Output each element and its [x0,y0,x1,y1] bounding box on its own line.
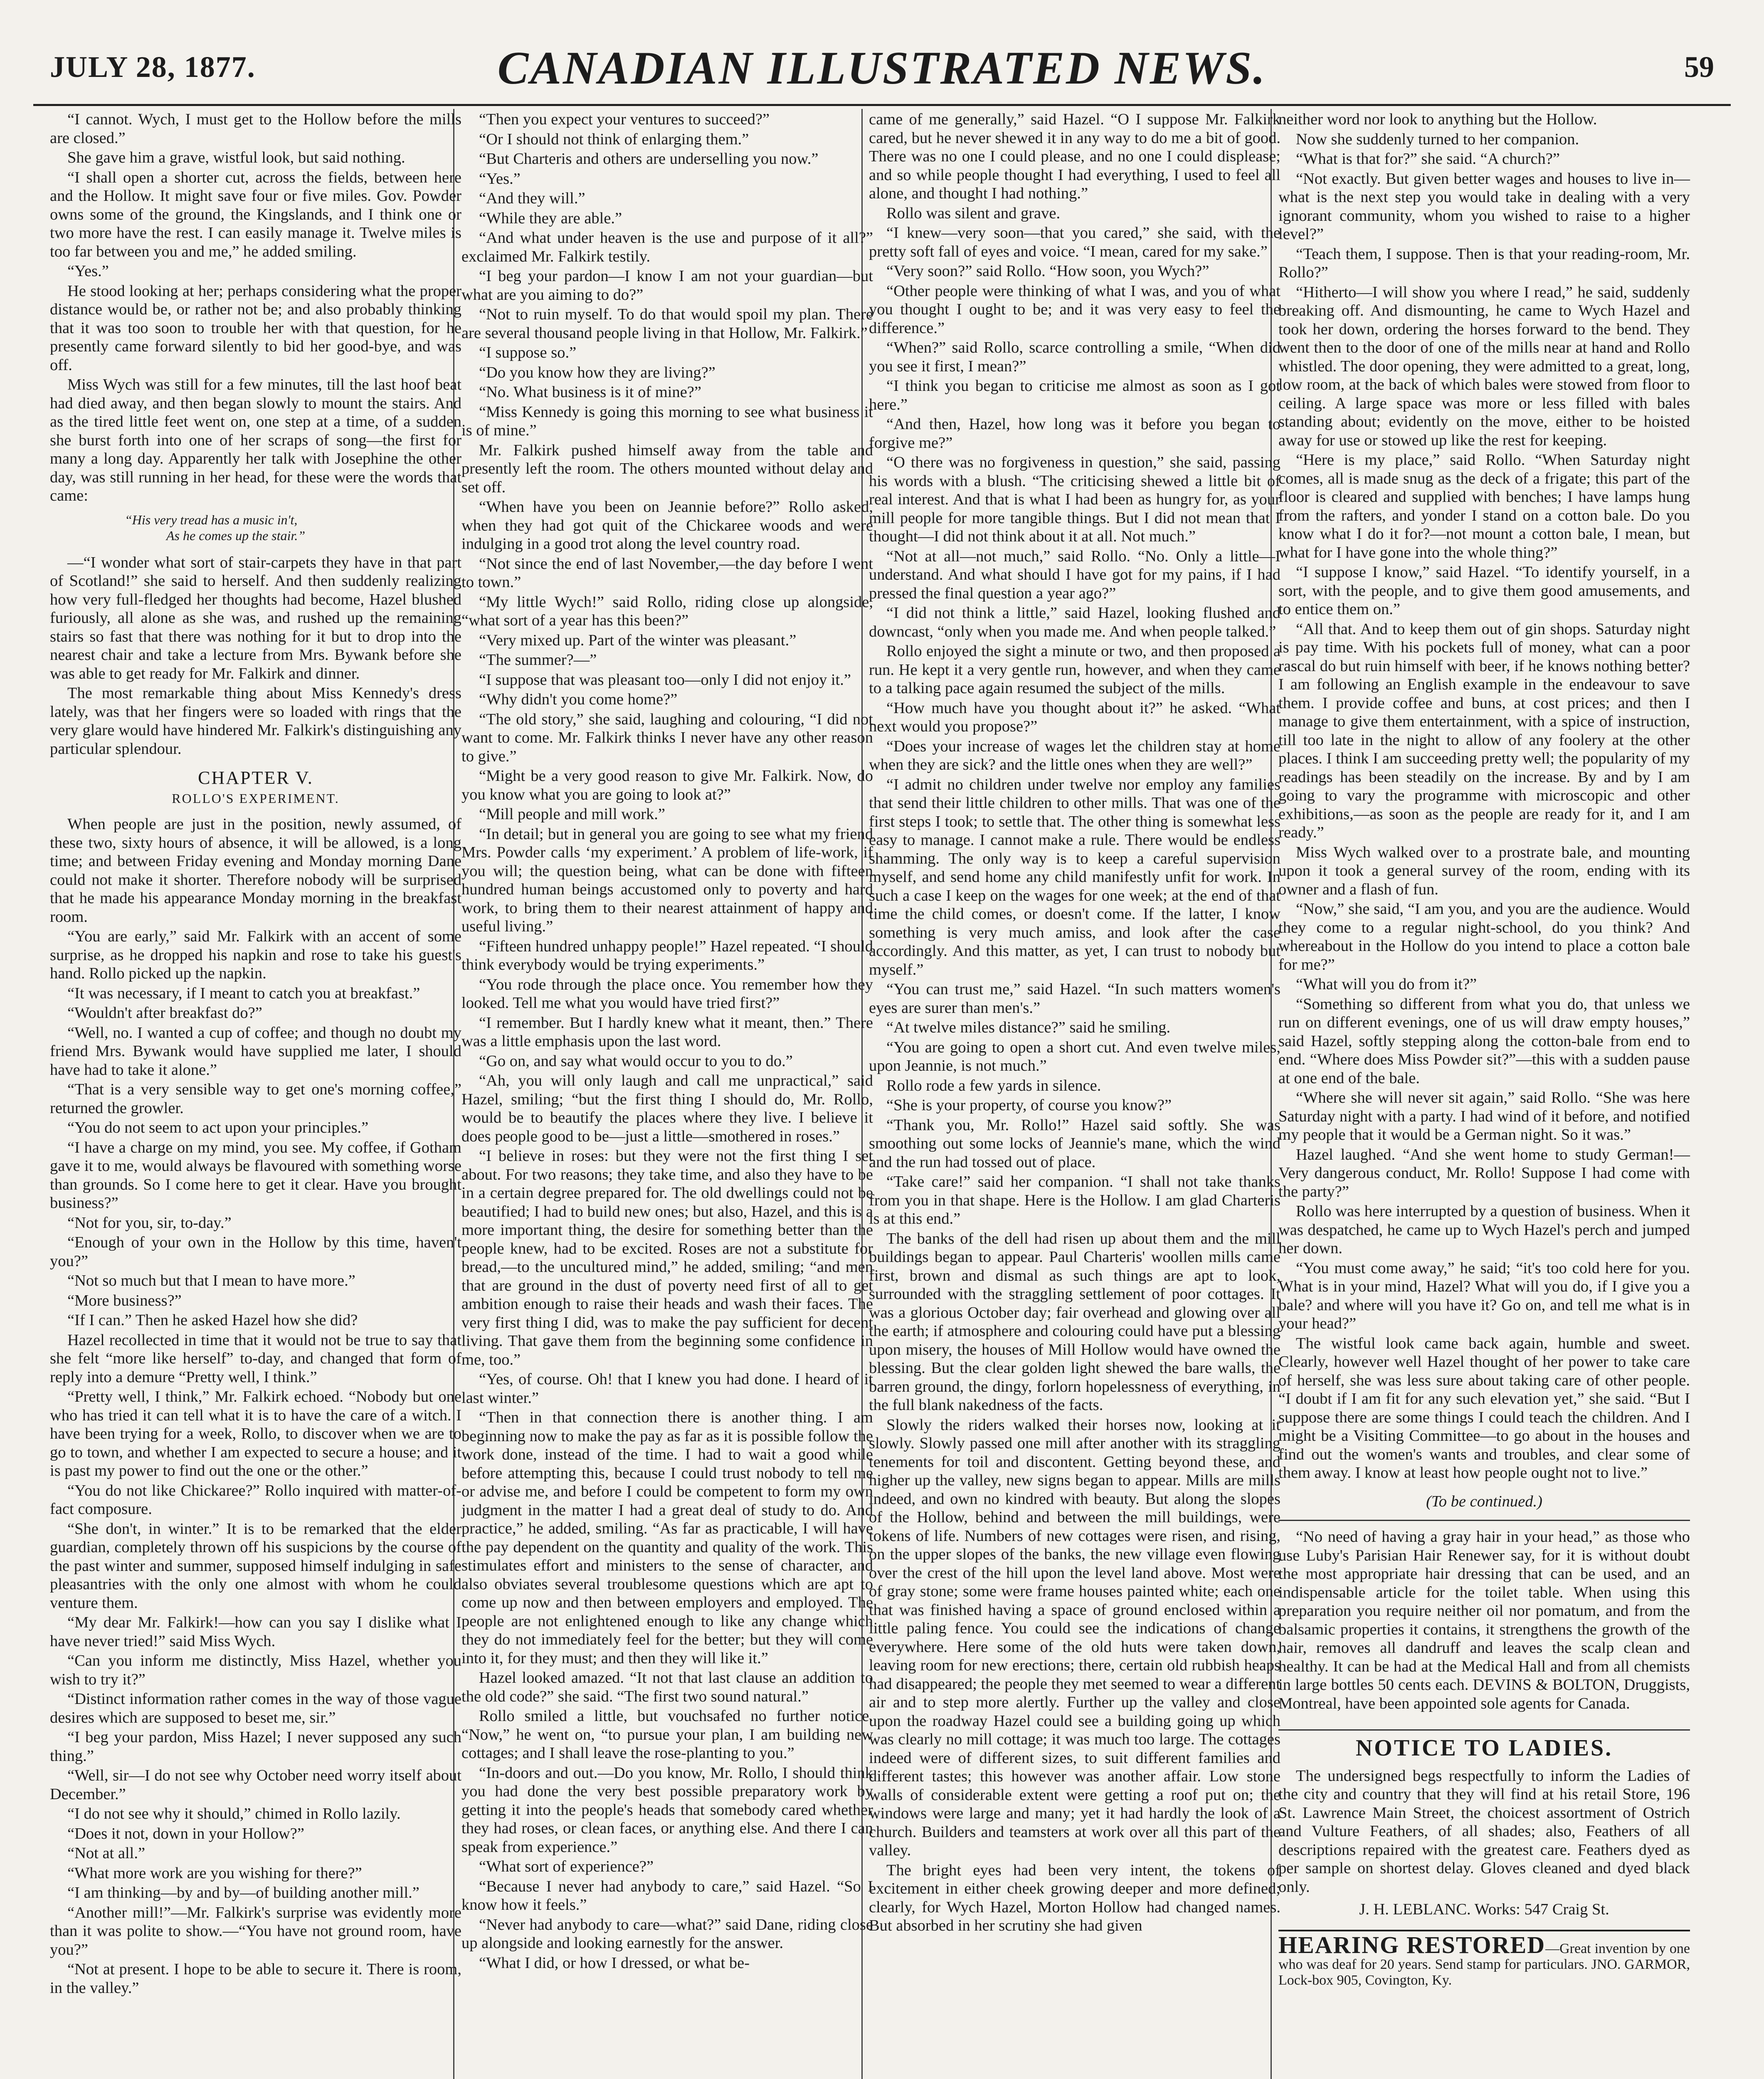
paragraph: “Not to ruin myself. To do that would spoil my plan. There are several thousand people living in that Hollow, Mr. Falkirk.” [461,306,873,342]
paragraph: “I beg your pardon—I know I am not your guardian—but what are you aiming to do?” [461,267,873,304]
paragraph: “It was necessary, if I meant to catch you at breakfast.” [67,984,420,1002]
paragraph: “I believe in roses: but they were not the first thing I set about. For two reasons; they take time, and also they have to be in a certain degree prepared for. The old dwellings could not be beautified; I had to build new ones; but also, Hazel, and this is a more important thing, the desire for something better than the people knew, had to be excited. Roses are not a substitute for bread,—to the uncultured mind,” he added, smiling; “and men that are ground in the dust of poverty need first of all to get ambition enough to raise their heads and wash their faces. The very first thing I did, was to make the pay sufficient for decent living. That gave them from the beginning some confidence in me, too.” [461,1147,873,1368]
paragraph: The most remarkable thing about Miss Kennedy's dress lately, was that her fingers were so loaded with rings that the very glare would have hindered Mr. Falkirk's distinguishing any particular splendour. [50,684,461,758]
paragraph: “But Charteris and others are underselling you now.” [479,150,819,168]
issue-date: JULY 28, 1877. [50,50,256,84]
paragraph: “I knew—very soon—that you cared,” she said, with the pretty soft fall of eyes and voice. “I mean, cared for my sake.” [869,224,1280,260]
paragraph: “Teach them, I suppose. Then is that your reading-room, Mr. Rollo?” [1278,245,1690,281]
paragraph: Slowly the riders walked their horses now, looking at it slowly. Slowly passed one mill after another with its straggling tenements for toil and discontent. Getting beyond these, and higher up the valley, new signs began to appear. Mills are mills indeed, and own no kindred with beauty. But along the slopes of the Hollow, behind and between the mill buildings, were tokens of life. Numbers of new cottages were risen, and rising, on the upper slopes of the banks, the new village even flowing over the crest of the hill upon the level land above. Most were of gray stone; some were frame houses painted white; each one that was finished having a space of ground enclosed within a little paling fence. You could see the indications of change everywhere. Here some of the old huts were taken down, leaving room for new erections; there, certain old rubbish heaps had disappeared; the people they met seemed to wear a different air and to step more alertly. Further up the valley and close upon the roadway Hazel could see a building going up which was clearly no mill cottage; it was much too large. The cottages indeed were of different sizes, to suit different families and different tastes; this however was another affair. Low stone walls of considerable extent were getting a roof put on; the windows were large and many; yet it had hardly the look of a church. Builders and teamsters at work over all this part of the valley. [869,1416,1280,1859]
paragraph: Rollo was silent and grave. [886,204,1061,222]
paragraph: “The old story,” she said, laughing and colouring, “I did not want to come. Mr. Falkirk thinks I never have any other reason to give.” [461,710,873,765]
paragraph: “Or I should not think of enlarging them.” [479,130,749,148]
hair-renewer-ad [1278,1520,1690,1713]
paragraph: “Why didn't you come home?” [479,691,678,708]
paragraph: “Does your increase of wages let the children stay at home when they are sick? and the little ones when they are well?” [869,737,1280,773]
paragraph: “You can trust me,” said Hazel. “In such matters women's eyes are surer than men's.” [869,980,1280,1017]
verse-line: As he comes up the stair.” [166,528,306,543]
paragraph: “I remember. But I hardly knew what it meant, then.” There was a little emphasis upon the last word. [461,1014,873,1050]
paragraph: “No. What business is it of mine?” [479,383,701,401]
paragraph: “Take care!” said her companion. “I shall not take thanks from you in that shape. Here is the Hollow. I am glad Charteris is at this end.” [869,1173,1280,1227]
paragraph: “She is your property, of course you know?” [886,1096,1172,1114]
paragraph: —“I wonder what sort of stair-carpets they have in that part of Scotland!” she said to herself. And then suddenly realizing how very full-fledged her thoughts had become, Hazel blushed furiously, all alone as she was, and rushed up the remaining stairs so fast that there was nothing for it but to drop into the nearest chair and take a lecture from Mrs. Bywank before she was able to get ready for Mr. Falkirk and dinner. [50,553,461,682]
paragraph: “Another mill!”—Mr. Falkirk's surprise was evidently more than it was polite to show.—“You have not ground room, have you?” [50,1904,461,1958]
verse-quote [50,512,461,543]
paragraph: “What more work are you wishing for there?” [67,1864,362,1882]
paragraph: “Can you inform me distinctly, Miss Hazel, whether you wish to try it?” [50,1652,461,1688]
paragraph: “Not at all.” [67,1844,146,1862]
paragraph: “And they will.” [479,190,585,207]
paragraph: “What will you do from it?” [1296,975,1477,993]
paragraph: “Fifteen hundred unhappy people!” Hazel repeated. “I should think everybody would be trying experiments.” [461,937,873,973]
paragraph: “You are going to open a short cut. And even twelve miles, upon Jeannie, is not much.” [869,1038,1280,1074]
paragraph: “Then you expect your ventures to succeed?” [479,111,770,128]
paragraph: “Wouldn't after breakfast do?” [67,1004,262,1022]
paragraph: “I cannot. Wych, I must get to the Hollow before the mills are closed.” [50,111,461,147]
paragraph: Rollo smiled a little, but vouchsafed no further notice. “Now,” he went on, “to pursue your plan, I am building new cottages; and I shall leave the rose-planting to you.” [461,1707,873,1762]
paragraph: “You do not like Chickaree?” Rollo inquired with matter-of-fact composure. [50,1481,461,1518]
paragraph: “You are early,” said Mr. Falkirk with an accent of some surprise, as he dropped his napkin and rose to take his guest's hand. Rollo picked up the napkin. [50,928,461,982]
paragraph: “When?” said Rollo, scarce controlling a smile, “When did you see it first, I mean?” [869,339,1280,375]
page-number: 59 [1684,50,1714,84]
paragraph: Rollo was here interrupted by a question of business. When it was despatched, he came up to Wych Hazel's perch and jumped her down. [1278,1202,1690,1257]
advertisement-text: “No need of having a gray hair in your head,” as those who use Luby's Parisian Hair Renewer say, for it is without doubt the most appropriate hair dressing that can be used, and an indispensable article for the toilet table. When using this preparation you require neither oil nor pomatum, and from the balsamic properties it contains, it strengthens the growth of the hair, removes all dandruff and leaves the scalp clean and healthy. It can be had at the Medical Hall and from all chemists in large bottles 50 cents each. DEVINS & BOLTON, Druggists, Montreal, have been appointed sole agents for Canada. [1278,1528,1690,1712]
paragraph: “Hitherto—I will show you where I read,” he said, suddenly breaking off. And dismounting, he came to Wych Hazel and took her down, ordering the horses forward to the bend. They went then to the door of one of the mills near at hand and Rollo whistled. The door opening, they were admitted to a great, long, low room, at the back of which bales were stowed from floor to ceiling. A large space was more or less filled with bales standing about; evidently on the move, either to be hoisted away for use or stowed up like the rest for keeping. [1278,283,1690,449]
paragraph: The bright eyes had been very intent, the tokens of excitement in either cheek growing deeper and more defined; clearly, for Wych Hazel, Morton Hollow had changed names. But absorbed in her scrutiny she had given [869,1861,1280,1934]
chapter-subheading: ROLLO'S EXPERIMENT. [172,790,340,806]
notice-to-ladies-body: The undersigned begs respectfully to inform the Ladies of the city and country that they will find at his retail Store, 196 St. Lawrence Main Street, the choicest assortment of Ostrich and Vulture Feathers, of all shades; also, Feathers of all descriptions repaired with the greatest care. Feathers dyed as per sample on shortest delay. Gloves cleaned and dyed black only. [1278,1767,1690,1896]
paragraph: Hazel recollected in time that it would not be true to say that she felt “more like herself” to-day, and changed that form of reply into a demure “Pretty well, I think.” [50,1331,461,1386]
paragraph: neither word nor look to anything but the Hollow. [1278,111,1597,128]
paragraph: “Well, sir—I do not see why October need worry itself about December.” [50,1767,461,1803]
column-1 [50,110,461,1998]
paragraph: “Because I never had anybody to care,” said Hazel. “So I know how it feels.” [461,1877,873,1914]
paragraph: “Very soon?” said Rollo. “How soon, you Wych?” [886,262,1209,280]
paragraph: “I did not think a little,” said Hazel, looking flushed and downcast, “only when you made me. And when people talked.” [869,604,1280,640]
paragraph: “What I did, or how I dressed, or what be- [479,1954,750,1972]
paragraph: Hazel looked amazed. “It not that last clause an addition to the old code?” she said. “The first two sound natural.” [461,1669,873,1705]
paragraph: “Distinct information rather comes in the way of those vague desires which are supposed to beset me, sir.” [50,1690,461,1726]
paragraph: “Now,” she said, “I am you, and you are the audience. Would they come to a regular night-school, do you think? And whereabout in the Hollow do you intend to place a cotton bale for me?” [1278,900,1690,973]
paragraph: “I think you began to criticise me almost as soon as I got here.” [869,377,1280,413]
hearing-restored-heading: HEARING RESTORED [1278,1931,1546,1958]
paragraph: “Other people were thinking of what I was, and you of what you thought I ought to be; and it was very easy to feel the difference.” [869,282,1280,337]
paragraph: “Not at all—not much,” said Rollo. “No. Only a little—I understand. And what should I have got for my pains, if I had pressed the final question a year ago?” [869,547,1280,602]
paragraph: “My dear Mr. Falkirk!—how can you say I dislike what I have never tried!” said Miss Wych. [50,1614,461,1650]
paragraph: “When have you been on Jeannie before?” Rollo asked, when they had got quit of the Chickaree woods and were indulging in a good trot along the level country road. [461,498,873,553]
paragraph: “Ah, you will only laugh and call me unpractical,” said Hazel, smiling; “but the first thing I should do, Mr. Rollo, would be to beautify the places where they live. I believe it does people good to be—just a little—smothered in roses.” [461,1072,873,1145]
paragraph: “How much have you thought about it?” he asked. “What next would you propose?” [869,699,1280,735]
paragraph: “The summer?—” [479,651,597,669]
paragraph: She gave him a grave, wistful look, but said nothing. [67,149,405,166]
masthead [33,25,1731,106]
paragraph: “Enough of your own in the Hollow by this time, haven't you?” [50,1234,461,1270]
paragraph: “You rode through the place once. You remember how they looked. Tell me what you would have tried first?” [461,975,873,1012]
paragraph: “I am thinking—by and by—of building another mill.” [67,1884,419,1901]
paragraph: “Not exactly. But given better wages and houses to live in—what is the next step you would take in dealing with a very ignorant community, whom you wished to raise to a higher level?” [1278,170,1690,243]
paragraph: Mr. Falkirk pushed himself away from the table and presently left the room. The others mounted without delay and set off. [461,441,873,496]
paragraph: “What sort of experience?” [479,1858,654,1875]
paragraph: “Pretty well, I think,” Mr. Falkirk echoed. “Nobody but one who has tried it can tell what it is to have the care of a witch. I have been trying for a week, Rollo, to discover when we are to go to town, and whether I am expected to secure a house; and it is past my power to find out the one or the other.” [50,1388,461,1479]
paragraph: “Very mixed up. Part of the winter was pleasant.” [479,631,797,649]
paragraph: “Not since the end of last November,—the day before I went to town.” [461,555,873,591]
paragraph: “She don't, in winter.” It is to be remarked that the elder guardian, completely thrown off his suspicions by the course of the past winter and summer, supposed himself indulging in safe pleasantries with the only one almost with whom he could venture them. [50,1520,461,1612]
paragraph: Now she suddenly turned to her companion. [1296,130,1579,148]
paragraph: When people are just in the position, newly assumed, of these two, sixty hours of absence, it will be allowed, is a long time; and between Friday evening and Monday morning Dane could not make it shorter. Therefore nobody will be surprised that he made his appearance Monday morning in the breakfast room. [50,815,461,926]
paragraph: “Never had anybody to care—what?” said Dane, riding close up alongside and looking earnestly for the answer. [461,1916,873,1952]
paragraph: came of me generally,” said Hazel. “O I suppose Mr. Falkirk cared, but he never shewed it in any way to do me a bit of good. There was no one I could please, and no one I could displease; and so while people thought I had everything, I used to feel all alone, and thought I had nothing.” [869,111,1280,202]
paragraph: “O there was no forgiveness in question,” she said, passing his words with a blush. “The criticising shewed a little bit of real interest. And that is what I had been as hungry for, as your mill people for more tangible things. But I did not mean that I thought—I did not think about it at all. Not much.” [869,454,1280,545]
hearing-restored-body: —Great invention by one who was deaf for 20 years. Send stamp for particulars. JNO. GARMOR, Lock-box 905, Covington, Ky. [1278,1941,1690,1988]
paragraph: “I do not see why it should,” chimed in Rollo lazily. [67,1805,401,1822]
column-3 [869,110,1280,1936]
paragraph: “I shall open a shorter cut, across the fields, between here and the Hollow. It might save four or five miles. Gov. Powder owns some of the ground, the Kingslands, and I think one or two more have the rest. I can easily manage it. Twelve miles is too far between you and me,” he added smiling. [50,168,461,260]
paragraph: “Does it not, down in your Hollow?” [67,1825,304,1842]
paragraph: “And then, Hazel, how long was it before you began to forgive me?” [869,415,1280,452]
paragraph: “That is a very sensible way to get one's morning coffee,” returned the growler. [50,1081,461,1117]
paragraph: “Not at present. I hope to be able to secure it. There is room, in the valley.” [50,1960,461,1997]
paragraph: “Here is my place,” said Rollo. “When Saturday night comes, all is made snug as the deck of a frigate; this part of the floor is cleared and supplied with benches; I have lamps hung from the rafters, and yonder I stand on a cotton bale. Do you know what I do it for?—not mount a cotton bale, I mean, but what for I have gone into the whole thing?” [1278,451,1690,561]
column-4 [1278,110,1690,1988]
paragraph: “Yes, of course. Oh! that I knew you had done. I heard of it last winter.” [461,1370,873,1407]
paragraph: “Yes.” [479,170,521,188]
verse-line: “His very tread has a music in't, [125,512,298,527]
paragraph: Rollo enjoyed the sight a minute or two, and then proposed a run. He kept it a very gentle run, however, and when they came to a talking pace again resumed the subject of the mills. [869,642,1280,697]
paragraph: “Where she will never sit again,” said Rollo. “She was here Saturday night with a party. I had wind of it before, and notified my people that it would be a German night. So it was.” [1278,1089,1690,1143]
paragraph: “More business?” [67,1291,182,1309]
paragraph: “Thank you, Mr. Rollo!” Hazel said softly. She was smoothing out some locks of Jeannie's mane, which the wind and the run had tossed out of place. [869,1116,1280,1171]
paragraph: The banks of the dell had risen up about them and the mill buildings began to appear. Paul Charteris' woollen mills came first, brown and dismal as such things are apt to look, surrounded with the straggling settlement of poor cottages. It was a glorious October day; fair overhead and glowing over all the earth; if atmosphere and colouring could have put a blessing upon misery, the houses of Mill Hollow would have owned the blessing. But the clear golden light shewed the bare walls, the barren ground, the dingy, forlorn hopelessness of everything, in the full blank nakedness of the facts. [869,1230,1280,1414]
paragraph: Rollo rode a few yards in silence. [886,1077,1101,1094]
paragraph: “Well, no. I wanted a cup of coffee; and though no doubt my friend Mrs. Bywank would have supplied me later, I should have had to take it alone.” [50,1024,461,1079]
chapter-heading: CHAPTER V. [198,768,313,788]
paragraph: “Miss Kennedy is going this morning to see what business it is of mine.” [461,403,873,439]
paragraph: “I beg your pardon, Miss Hazel; I never supposed any such thing.” [50,1728,461,1765]
paragraph: “In-doors and out.—Do you know, Mr. Rollo, I should think you had done the very best possible preparatory work by getting it into the people's heads that somebody cared whether they had roses, or clean faces, or anything else. And there I can speak from experience.” [461,1764,873,1856]
paragraph: “While they are able.” [479,209,622,227]
notice-signature: J. H. LEBLANC. Works: 547 Craig St. [1359,1901,1609,1918]
paragraph: “Go on, and say what would occur to you to do.” [479,1052,793,1070]
notice-to-ladies-heading: NOTICE TO LADIES. [1278,1729,1690,1758]
paragraph: “I suppose I know,” said Hazel. “To identify yourself, in a sort, with the people, and to give them good amusements, and to entice them on.” [1278,563,1690,618]
paragraph: “If I can.” Then he asked Hazel how she did? [67,1311,358,1329]
paragraph: Miss Wych was still for a few minutes, till the last hoof beat had died away, and then began slowly to mount the stairs. And as the tired little feet went on, one step at a time, of a sudden she burst forth into one of her scraps of song—the first for many a long day. Apparently her talk with Josephine the other day, was still running in her head, for these were the words that came: [50,376,461,504]
paragraph: “What is that for?” she said. “A church?” [1296,150,1560,168]
paragraph: The wistful look came back again, humble and sweet. Clearly, however well Hazel thought of her power to take care of herself, she was less sure about taking care of other people. “I doubt if I am fit for any such elevation yet,” she said. “But I suppose there are some things I could teach the children. And I might be a Visiting Committee—to go about in the houses and find out the women's wants and troubles, and clear some of them away. I know at least how people ought not to live.” [1278,1334,1690,1481]
paragraph: “Mill people and mill work.” [479,805,665,823]
newspaper-title: CANADIAN ILLUSTRATED NEWS. [497,42,1267,94]
paragraph: “I suppose so.” [479,344,577,361]
paragraph: “My little Wych!” said Rollo, riding close up alongside, “what sort of a year has this been?” [461,593,873,629]
paragraph: He stood looking at her; perhaps considering what the proper distance would be, or rather not be; and also probably thinking that it was too soon to trouble her with that question, for he presently came forward silently to bid her good-bye, and was off. [50,282,461,374]
paragraph: “I suppose that was pleasant too—only I did not enjoy it.” [479,671,851,689]
paragraph: “Might be a very good reason to give Mr. Falkirk. Now, do you know what you are going to look at?” [461,767,873,803]
paragraph: “Yes.” [67,262,109,280]
paragraph: “At twelve miles distance?” said he smiling. [886,1019,1171,1036]
paragraph: Miss Wych walked over to a prostrate bale, and mounting upon it took a general survey of the room, ending with its owner and a flash of fun. [1278,843,1690,898]
paragraph: “Do you know how they are living?” [479,363,715,381]
hearing-restored-ad [1278,1930,1690,1988]
paragraph: “You must come away,” he said; “it's too cold here for you. What is in your mind, Hazel? What will you do, if I give you a bale? and where will you have it? Go on, and tell me what is in your head?” [1278,1259,1690,1332]
paragraph: “Not for you, sir, to-day.” [67,1214,232,1232]
paragraph: Hazel laughed. “And she went home to study German!—Very dangerous conduct, Mr. Rollo! Suppose I had come with the party?” [1278,1146,1690,1200]
column-2 [461,110,873,1973]
paragraph: “Something so different from what you do, that unless we run on different evenings, one of us will draw empty houses,” said Hazel, softly stepping along the cotton-bale from end to end. “Where does Miss Powder sit?”—this with a sudden pause at one end of the bale. [1278,995,1690,1087]
paragraph: “You do not seem to act upon your principles.” [67,1119,369,1136]
paragraph: “I have a charge on my mind, you see. My coffee, if Gotham gave it to me, would always be flavoured with something worse than grounds. So I come here to get it clear. Have you brought business?” [50,1138,461,1212]
paragraph: “In detail; but in general you are going to see what my friend Mrs. Powder calls ‘my experiment.’ A problem of life-work, if you will; the question being, what can be done with fifteen hundred human beings accustomed only to poverty and hard work, to bring them to their nearest attainment of happy and useful living.” [461,825,873,935]
paragraph: “I admit no children under twelve nor employ any families that send their little children to other mills. That was one of the first steps I took; to settle that. The other thing is somewhat less easy to manage. I cannot make a rule. There would be endless shamming. The only way is to keep a careful supervision myself, and send home any child manifestly unfit for work. In such a case I keep on the wages for one week; at the end of that time the child comes, or doesn't come. If the latter, I know something is very much amiss, and look after the case accordingly. And this matter, as yet, I can trust to nobody but myself.” [869,775,1280,978]
to-be-continued: (To be continued.) [1426,1492,1542,1510]
paragraph: “All that. And to keep them out of gin shops. Saturday night is pay time. With his pockets full of money, what can a poor rascal do but ruin himself with beer, if he knows nothing better? I am following an English example in the endeavour to save them. I provide coffee and buns, at cost prices; and then I manage to give them entertainment, with a spice of instruction, till too late in the night to allow of any foolery at the other places. I think I am succeeding pretty well; the popularity of my readings has been steadily on the increase. By and by I am going to vary the programme with microscopic and other exhibitions,—as soon as the people are ready for it, and I am ready.” [1278,620,1690,841]
paragraph: “Not so much but that I mean to have more.” [67,1272,355,1289]
paragraph: “And what under heaven is the use and purpose of it all?” exclaimed Mr. Falkirk testily. [461,229,873,265]
paragraph: “Then in that connection there is another thing. I am beginning now to make the pay as far as it is possible follow the work done, instead of the time. I had to wait a good while before attempting this, because I could trust nobody to tell me or advise me, and before I could be competent to form my own judgment in the matter I had a great deal of study to do. And practice,” he added, smiling. “As far as practicable, I will have the pay dependent on the quantity and quality of the work. This stimulates effort and ministers to the sense of character, and also obviates several troublesome questions which are apt to come up now and then between employers and employed. The people are not enlightened enough to like any change which they do not immediately feel for the better; but they will come into it, for they must; and then they will like it.” [461,1409,873,1667]
